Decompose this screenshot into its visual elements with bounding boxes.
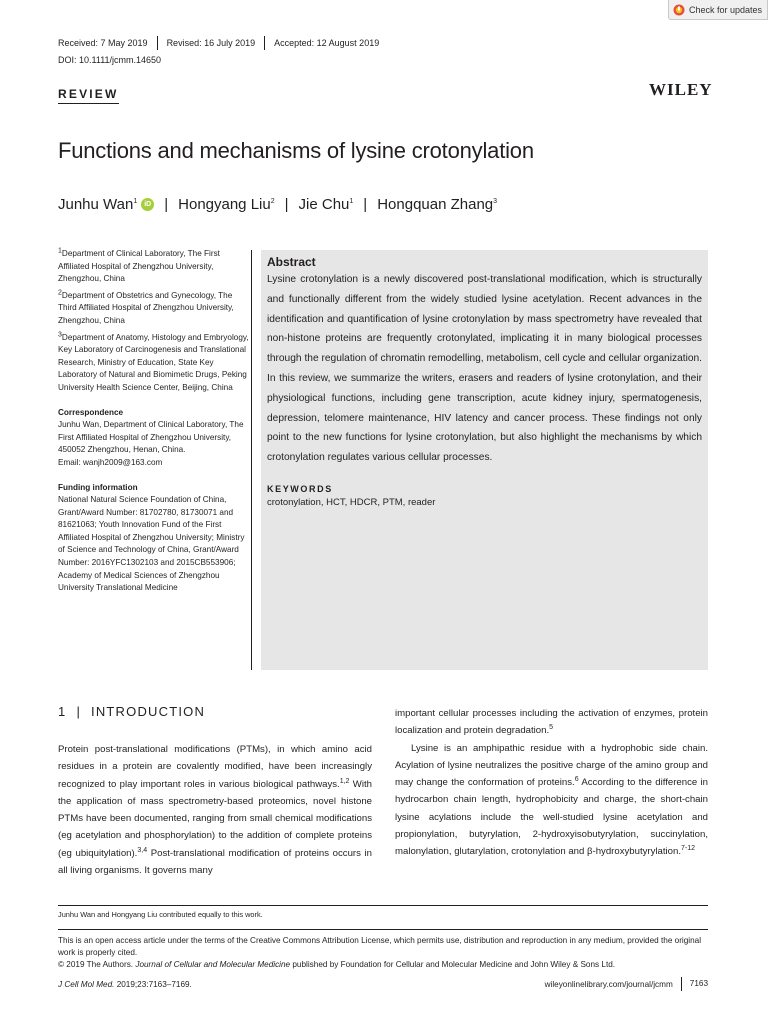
affiliation: $^2$Department of Obstetrics and Gynecology, The Third Affiliated Hospital of Zhengzhou University, Zhengzhou, China [58, 289, 234, 325]
paragraph: Lysine is an amphipathic residue with a hydrophobic side chain. Acylation of lysine neutralizes the positive charge of the amino group and may change the conformation of proteins.$^6$ According to the difference in hydrocarbon chain length, hydrophobicity and charge, the short-chain lysine acylations include the well-studied lysine acetylation and propionylation, butyrylation, 2-hydroxyisobutyrylation, succinylation, malonylation, glutarylation, crotonylation and β-hydroxybutyrylation.$^{7-12}$ [395, 742, 708, 858]
citation-ref[interactable]: 5 [549, 724, 554, 732]
author[interactable]: Hongquan Zhang$^3$ [377, 196, 498, 213]
citation-ref[interactable]: 6 [574, 776, 579, 783]
author-separator: | [284, 196, 289, 213]
abstract-text: Lysine crotonylation is a newly discovered post-translational modification, which is structurally and functionally different from the widely studied lysine acetylation. Recent advances in the identification and quantification of lysine crotonylation by mass spectrometry have revealed that non-histone proteins are frequently crotonylated, implicating it in many biological processes through the regulation of chromatin remodelling, metabolism, cell cycle and cellular organization. In this review, we summarize the writers, erasers and readers of lysine crotonylation, and their physiological functions, including gene transcription, acute kidney injury, spermatogenesis, depression, telomere maintenance, HIV latency and cancer process. These findings not only point to the new functions for lysine crotonylation, but also highlight the mechanisms by which crotonylation regulates various cellular processes. [267, 274, 702, 464]
license-note [58, 935, 708, 971]
revised-date: Revised: 16 July 2019 [157, 36, 265, 50]
check-for-updates-label: Check for updates [689, 4, 763, 15]
column-divider [251, 250, 252, 670]
citation-ref[interactable]: 3,4 [137, 846, 148, 854]
article-info-column [58, 248, 250, 595]
author[interactable]: Hongyang Liu$^2$ [178, 196, 275, 213]
citation-ref[interactable]: 1,2 [339, 777, 350, 785]
correspondence-email[interactable]: Email: wanjh2009@163.com [58, 457, 163, 467]
doi[interactable]: DOI: 10.1111/jcmm.14650 [58, 55, 162, 65]
body-column-left [58, 741, 372, 879]
section-heading [58, 704, 205, 719]
orcid-icon[interactable]: iD [141, 198, 154, 211]
author-list [58, 196, 497, 213]
paragraph: Protein post-translational modifications (PTMs), in which amino acid residues in a protein are covalently modified, have been increasingly recognized to play important roles in various biological pathways.$^{1,2}$ With the application of mass spectrometry-based proteomics, novel histone PTMs have been documented, ranging from small chemical modifications (eg acetylation and phosphorylation) to the addition of complete proteins (eg ubiquitylation).$^{3,4}$ Post-translational modification of proteins occurs in all living organisms. It governs many [58, 744, 372, 877]
author-separator: | [363, 196, 368, 213]
page-number: 7163 [681, 977, 708, 991]
correspondence-heading: Correspondence [58, 407, 124, 417]
received-date: Received: 7 May 2019 [58, 38, 148, 48]
footer-right [545, 977, 708, 991]
footnote-rule [58, 905, 708, 906]
author-separator: | [164, 196, 169, 213]
section-divider: | [76, 704, 82, 719]
author[interactable]: Jie Chu$^1$ [298, 196, 354, 213]
article-dates [58, 36, 388, 50]
keywords-list: crotonylation, HCT, HDCR, PTM, reader [267, 496, 436, 508]
accepted-date: Accepted: 12 August 2019 [264, 36, 388, 50]
crossmark-icon [673, 4, 685, 16]
section-title: INTRODUCTION [91, 704, 206, 719]
footnote-rule [58, 929, 708, 930]
abstract-heading: Abstract [267, 255, 316, 269]
section-number: 1 [58, 704, 67, 719]
license-text: This is an open access article under the terms of the Creative Commons Attribution License, which permits use, distribution and reproduction in any medium, provided the original work is properly cited. [58, 936, 702, 957]
equal-contribution-note: Junhu Wan and Hongyang Liu contributed equally to this work. [58, 910, 263, 919]
journal-citation: J Cell Mol Med. 2019;23:7163–7169. [58, 980, 192, 989]
correspondence-text: Junhu Wan, Department of Clinical Laboratory, The First Affiliated Hospital of Zhengzhou University, 450052 Zhengzhou, Henan, China. [58, 420, 244, 455]
copyright-text: © 2019 The Authors. Journal of Cellular and Molecular Medicine published by Foundation for Cellular and Molecular Medicine and John Wiley & Sons Ltd. [58, 960, 616, 969]
body-column-right [395, 705, 708, 861]
keywords-heading: KEYWORDS [267, 483, 333, 494]
funding-heading: Funding information [58, 482, 138, 492]
citation-ref[interactable]: 7-12 [681, 845, 696, 853]
paragraph: important cellular processes including the activation of enzymes, protein localization and protein degradation.$^5$ [395, 708, 708, 737]
article-type: REVIEW [58, 87, 119, 104]
affiliation: $^1$Department of Clinical Laboratory, The First Affiliated Hospital of Zhengzhou University, Zhengzhou, China [58, 247, 220, 284]
check-for-updates-button[interactable] [668, 0, 768, 20]
article-title: Functions and mechanisms of lysine crotonylation [58, 138, 534, 163]
abstract-box [261, 250, 708, 670]
journal-url[interactable]: wileyonlinelibrary.com/journal/jcmm [544, 979, 673, 989]
publisher-logo: WILEY [649, 80, 713, 99]
author[interactable]: Junhu Wan$^1$ [58, 196, 138, 213]
funding-text: National Natural Science Foundation of China, Grant/Award Number: 81702780, 81730071 and 81621063; Youth Innovation Fund of the First Affiliated Hospital of Zhengzhou University; Ministry of Science and Technology of China, Grant/Award Number: 2016YFC1302103 and 2015CB553906; Academy of Medical Sciences of Zhengzhou University Translational Medicine [58, 495, 245, 593]
affiliation: $^3$Department of Anatomy, Histology and Embryology, Key Laboratory of Carcinogenesis and Translational Research, Ministry of Education, State Key Laboratory of Natural and Biomimetic Drugs, Peking University Health Science Center, Beijing, China [58, 330, 249, 392]
